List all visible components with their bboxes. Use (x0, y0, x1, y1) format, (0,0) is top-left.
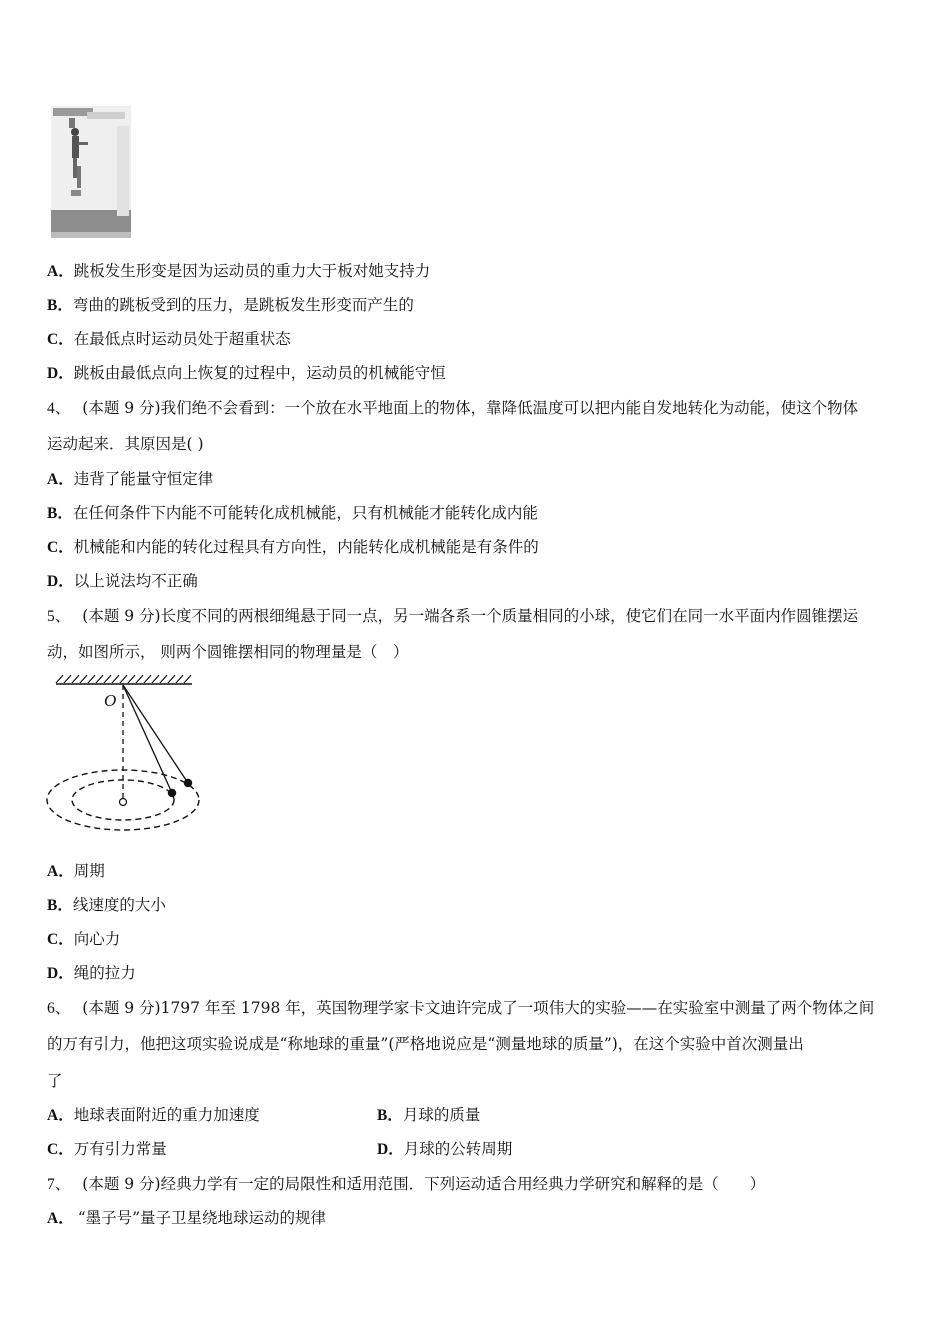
question-number: 7、 (47, 1176, 71, 1193)
pivot-label: O (104, 691, 117, 710)
question-text: (本题 9 分)经典力学有一定的局限性和适用范围．下列运动适合用经典力学研究和解释的是（ ） (82, 1175, 766, 1193)
option-text: 地球表面附近的重力加速度 (73, 1106, 260, 1124)
option-label: A． (47, 1107, 74, 1124)
q4-option-d (47, 571, 198, 592)
option-label: C． (47, 331, 74, 348)
diver-photo (47, 104, 135, 240)
center-point (120, 799, 127, 806)
short-string (123, 685, 172, 793)
question-text: (本题 9 分)长度不同的两根细绳悬于同一点，另一端各系一个质量相同的小球，使它们在同一水平面内作圆锥摆运 (82, 607, 859, 625)
option-text: 绳的拉力 (73, 964, 136, 982)
q4-stem-line1 (47, 398, 858, 419)
q6-stem-line3: 了 (47, 1072, 63, 1090)
option-text: 在最低点时运动员处于超重状态 (73, 330, 291, 348)
q7-option-a (47, 1208, 326, 1229)
q3-option-a (47, 261, 430, 282)
q5-option-b (47, 895, 166, 916)
ball-inner (168, 789, 176, 797)
option-text: 月球的质量 (402, 1106, 481, 1124)
option-text: 万有引力常量 (73, 1140, 167, 1158)
option-label: C． (47, 931, 74, 948)
option-label: B． (377, 1107, 403, 1124)
q4-option-b (47, 503, 538, 524)
q3-option-d (47, 363, 446, 384)
option-label: D． (47, 573, 74, 590)
option-label: B． (47, 297, 73, 314)
option-text: 违背了能量守恒定律 (73, 470, 214, 488)
question-number: 5、 (47, 608, 71, 625)
q6-option-b (377, 1105, 480, 1126)
option-text: 线速度的大小 (72, 896, 166, 914)
option-text: 跳板由最低点向上恢复的过程中，运动员的机械能守恒 (73, 364, 446, 382)
option-label: C． (47, 1141, 74, 1158)
option-text: 在任何条件下内能不可能转化成机械能，只有机械能才能转化成内能 (72, 504, 538, 522)
question-number: 6、 (47, 1000, 71, 1017)
option-text: 向心力 (73, 930, 121, 948)
q3-option-c (47, 329, 291, 350)
option-text: 弯曲的跳板受到的压力，是跳板发生形变而产生的 (72, 296, 414, 314)
option-text: 月球的公转周期 (403, 1140, 513, 1158)
option-label: A． (47, 1210, 74, 1227)
option-text: 以上说法均不正确 (73, 572, 198, 590)
option-label: D． (377, 1141, 404, 1158)
question-text: (本题 9 分)1797 年至 1798 年，英国物理学家卡文迪许完成了一项伟大的实验——在实验室中测量了两个物体之间 (82, 999, 875, 1017)
option-label: A． (47, 863, 74, 880)
option-label: B． (47, 505, 73, 522)
q5-option-d (47, 963, 136, 984)
long-string (123, 685, 188, 783)
option-label: D． (47, 365, 74, 382)
q6-stem-line1 (47, 998, 874, 1019)
conical-pendulum-figure (44, 672, 204, 844)
option-label: A． (47, 263, 74, 280)
option-label: B． (47, 897, 73, 914)
option-label: D． (47, 965, 74, 982)
ceiling-hatch (56, 675, 191, 683)
question-number: 4、 (47, 400, 71, 417)
option-label: C． (47, 539, 74, 556)
q4-stem-line2: 运动起来．其原因是( ) (47, 435, 204, 453)
question-text: (本题 9 分)我们绝不会看到：一个放在水平地面上的物体，靠降低温度可以把内能自发地转化为动能，使这个物体 (82, 399, 859, 417)
q5-stem-line2: 动，如图所示， 则两个圆锥摆相同的物理量是（ ） (47, 643, 409, 661)
ball-outer (184, 779, 192, 787)
option-text: 机械能和内能的转化过程具有方向性，内能转化成机械能是有条件的 (73, 538, 539, 556)
q4-option-c (47, 537, 539, 558)
q6-option-d (377, 1139, 512, 1160)
q5-stem-line1 (47, 606, 858, 627)
q6-option-c (47, 1139, 167, 1160)
q6-option-a (47, 1105, 260, 1126)
q6-stem-line2: 的万有引力，他把这项实验说成是“称地球的重量”(严格地说应是“测量地球的质量”)，在这个实验中首次测量出 (47, 1035, 804, 1053)
q4-option-a (47, 469, 213, 490)
q5-option-c (47, 929, 120, 950)
option-text: 跳板发生形变是因为运动员的重力大于板对她支持力 (73, 262, 431, 280)
option-label: A． (47, 471, 74, 488)
option-text: 周期 (73, 862, 105, 880)
q5-option-a (47, 861, 105, 882)
q7-stem-line1 (47, 1174, 765, 1195)
option-text: “墨子号”量子卫星绕地球运动的规律 (77, 1209, 327, 1227)
q3-option-b (47, 295, 414, 316)
